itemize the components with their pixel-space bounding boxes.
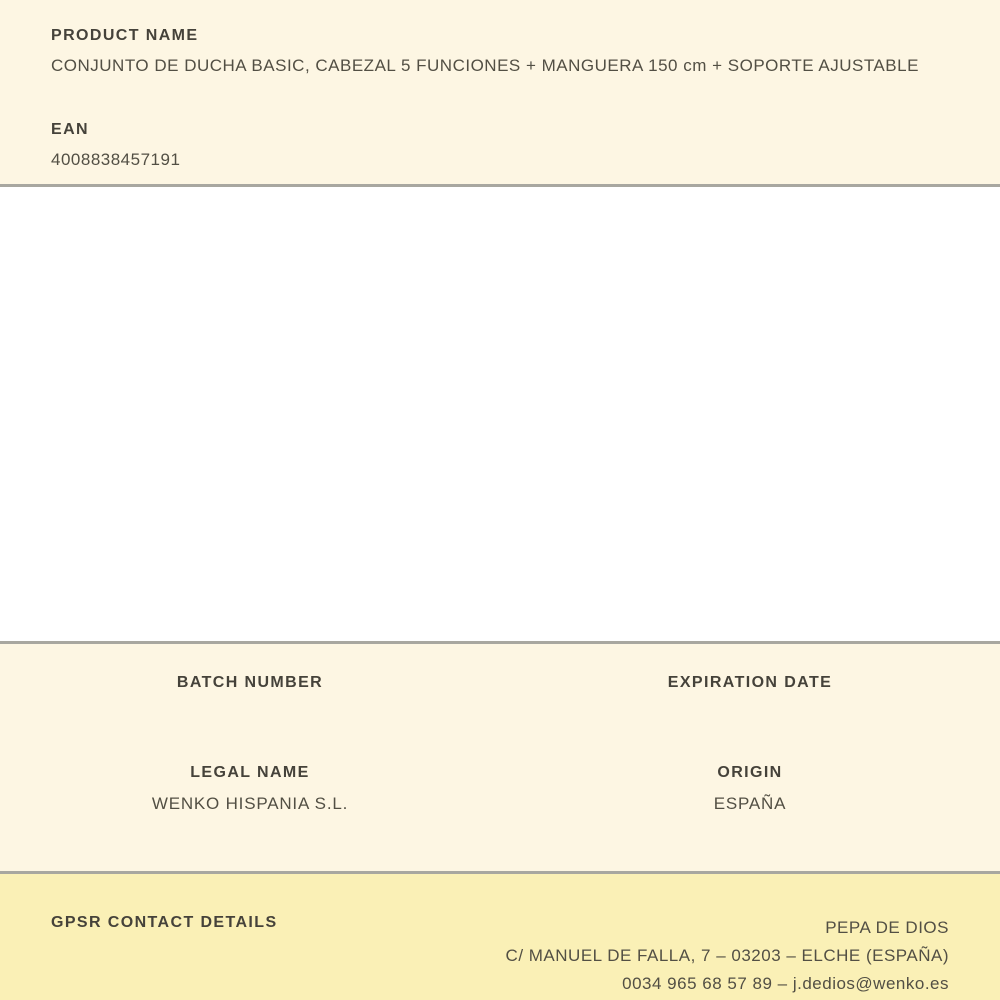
gpsr-contact-label: GPSR CONTACT DETAILS	[51, 914, 278, 931]
gpsr-contact-section	[0, 874, 1000, 1000]
batch-number-label: BATCH NUMBER	[176, 674, 324, 691]
contact-address: C/ MANUEL DE FALLA, 7 – 03203 – ELCHE (ESPAÑA)	[505, 946, 949, 965]
details-section	[0, 644, 1000, 874]
origin-value: ESPAÑA	[713, 794, 787, 813]
origin-cell	[500, 764, 1000, 871]
contact-phone-email: 0034 965 68 57 89 – j.dedios@wenko.es	[622, 974, 949, 993]
batch-number-cell	[0, 674, 500, 764]
contact-details-block	[506, 914, 949, 998]
product-header-section	[0, 0, 1000, 187]
legal-name-cell	[0, 764, 500, 871]
expiration-date-label: EXPIRATION DATE	[667, 674, 833, 691]
origin-label: ORIGIN	[717, 764, 783, 781]
product-name-label: PRODUCT NAME	[51, 27, 199, 44]
legal-name-value: WENKO HISPANIA S.L.	[151, 794, 349, 813]
ean-value: 4008838457191	[51, 150, 181, 169]
ean-label: EAN	[51, 121, 89, 138]
image-placeholder-area	[0, 187, 1000, 644]
contact-name: PEPA DE DIOS	[825, 918, 949, 937]
legal-name-label: LEGAL NAME	[190, 764, 310, 781]
product-name-value: CONJUNTO DE DUCHA BASIC, CABEZAL 5 FUNCIONES + MANGUERA 150 cm + SOPORTE AJUSTABLE	[51, 56, 919, 75]
expiration-date-cell	[500, 674, 1000, 764]
